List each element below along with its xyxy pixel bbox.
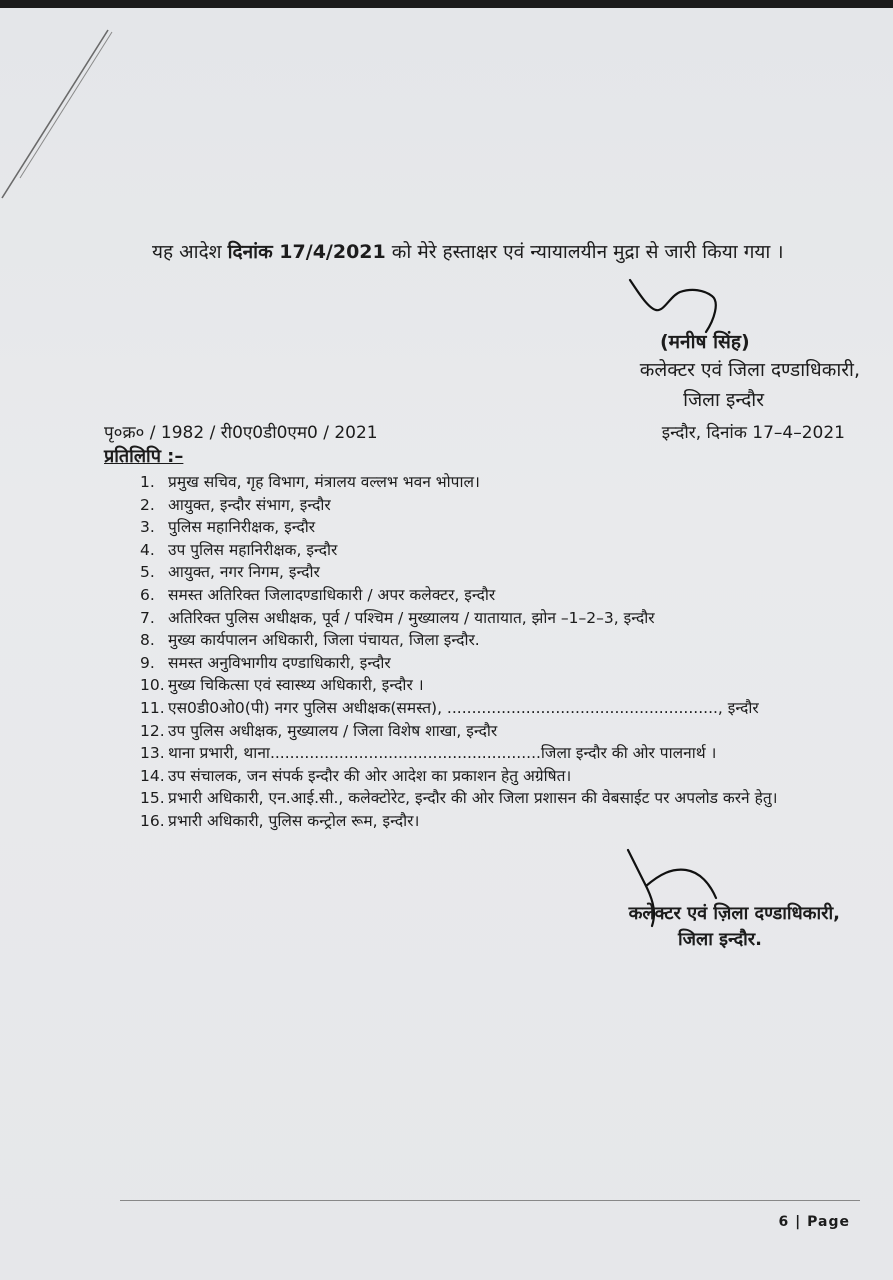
list-item: 11. एस0डी0ओ0(पी) नगर पुलिस अधीक्षक(समस्त), ......................................................., इन्दौर: [140, 698, 759, 717]
list-item: 16. प्रभारी अधिकारी, पुलिस कन्ट्रोल रूम, इन्दौर।: [140, 811, 420, 830]
list-item: 12. उप पुलिस अधीक्षक, मुख्यालय / जिला विशेष शाखा, इन्दौर: [140, 721, 498, 740]
footer-divider: [120, 1200, 860, 1201]
page-number: 6 | Page: [778, 1214, 850, 1230]
closing-designation: कलेक्टर एवं ज़िला दण्डाधिकारी,: [628, 903, 840, 924]
copy-heading: प्रतिलिपि :–: [104, 446, 184, 467]
place-date: इन्दौर, दिनांक 17–4–2021: [661, 423, 845, 443]
list-item: 3. पुलिस महानिरीक्षक, इन्दौर: [140, 518, 316, 537]
top-border: [0, 0, 893, 8]
list-item: 9. समस्त अनुविभागीय दण्डाधिकारी, इन्दौर: [140, 653, 391, 672]
list-item: 4. उप पुलिस महानिरीक्षक, इन्दौर: [140, 540, 338, 559]
list-item: 8. मुख्य कार्यपालन अधिकारी, जिला पंचायत, जिला इन्दौर.: [140, 631, 480, 650]
list-item: 2. आयुक्त, इन्दौर संभाग, इन्दौर: [140, 495, 331, 514]
order-text-end: को मेरे हस्ताक्षर एवं न्यायालयीन मुद्रा से जारी किया गया ।: [385, 241, 784, 263]
signatory-name: (मनीष सिंह): [660, 331, 750, 353]
list-item: 14. उप संचालक, जन संपर्क इन्दौर की ओर आदेश का प्रकाशन हेतु अग्रेषित।: [140, 766, 572, 785]
list-item: 15. प्रभारी अधिकारी, एन.आई.सी., कलेक्टोरेट, इन्दौर की ओर जिला प्रशासन की वेबसाईट पर अपलोड करने हेतु।: [140, 789, 778, 808]
list-item: 13. थाना प्रभारी, थाना.......................................................जिला इन्दौर की ओर पालनार्थ ।: [140, 744, 717, 763]
copy-list: [140, 471, 860, 833]
closing-district: जिला इन्दौर.: [678, 929, 762, 950]
order-paragraph: [88, 236, 872, 268]
list-item: 5. आयुक्त, नगर निगम, इन्दौर: [140, 563, 320, 582]
list-item: 6. समस्त अतिरिक्त जिलादण्डाधिकारी / अपर कलेक्टर, इन्दौर: [140, 585, 496, 604]
order-text-start: यह आदेश: [152, 241, 228, 263]
order-date: दिनांक 17/4/2021: [227, 241, 386, 263]
paper-crease: [0, 8, 140, 228]
signatory-designation: कलेक्टर एवं जिला दण्डाधिकारी,: [639, 359, 860, 381]
document-page: [0, 8, 893, 1280]
signatory-district: जिला इन्दौर: [683, 389, 764, 411]
list-item: 10. मुख्य चिकित्सा एवं स्वास्थ्य अधिकारी, इन्दौर ।: [140, 676, 424, 695]
list-item: 7. अतिरिक्त पुलिस अधीक्षक, पूर्व / पश्चिम / मुख्यालय / यातायात, झोन –1–2–3, इन्दौर: [140, 608, 655, 627]
reference-number: पृ०क्र० / 1982 / री0ए0डी0एम0 / 2021: [104, 423, 378, 443]
list-item: 1. प्रमुख सचिव, गृह विभाग, मंत्रालय वल्लभ भवन भोपाल।: [140, 473, 480, 491]
